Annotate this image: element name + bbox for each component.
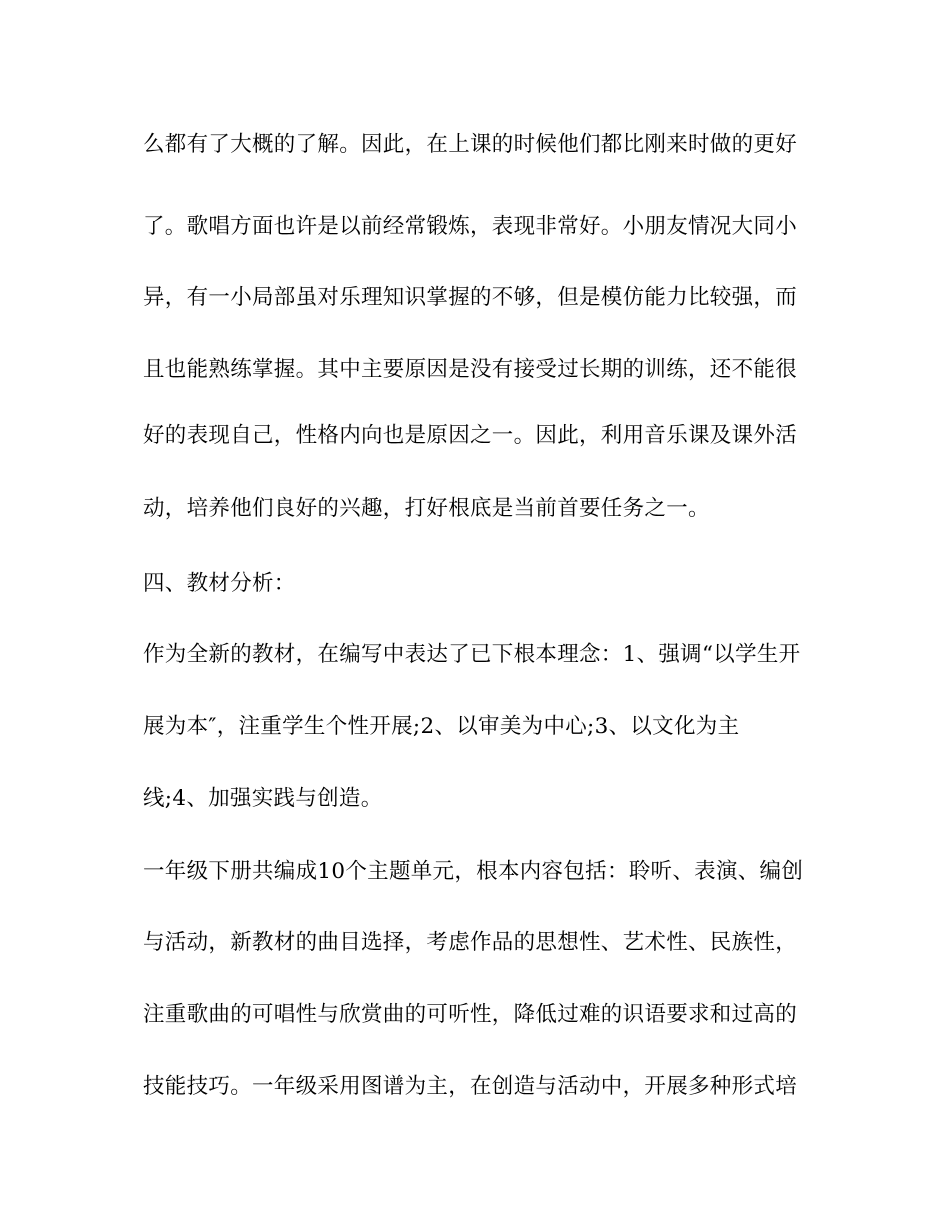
text-line: 么都有了大概的了解。因此，在上课的时候他们都比刚来时做的更好 bbox=[143, 132, 798, 157]
text-line: 作为全新的教材，在编写中表达了已下根本理念：1、强调“以学生开 bbox=[143, 642, 801, 667]
text-line: 线;4、加强实践与创造。 bbox=[143, 786, 383, 811]
text-line: 注重歌曲的可唱性与欣赏曲的可听性，降低过难的识语要求和过高的 bbox=[143, 1002, 798, 1027]
text-line: 且也能熟练掌握。其中主要原因是没有接受过长期的训练，还不能很 bbox=[143, 357, 798, 382]
text-line: 展为本″，注重学生个性开展;2、以审美为中心;3、以文化为主 bbox=[143, 714, 740, 739]
text-line: 与活动，新教材的曲目选择，考虑作品的思想性、艺术性、民族性， bbox=[143, 930, 798, 955]
text-line: 动，培养他们良好的兴趣，打好根底是当前首要任务之一。 bbox=[143, 496, 710, 521]
text-line: 技能技巧。一年级采用图谱为主，在创造与活动中，开展多种形式培 bbox=[143, 1074, 798, 1099]
section-heading: 四、教材分析： bbox=[143, 571, 296, 596]
text-line: 好的表现自己，性格内向也是原因之一。因此，利用音乐课及课外活 bbox=[143, 423, 798, 448]
text-line: 一年级下册共编成10个主题单元，根本内容包括：聆听、表演、编创 bbox=[143, 859, 804, 884]
text-line: 异，有一小局部虽对乐理知识掌握的不够，但是模仿能力比较强，而 bbox=[143, 285, 798, 310]
text-line: 了。歌唱方面也许是以前经常锻炼，表现非常好。小朋友情况大同小 bbox=[143, 214, 798, 239]
